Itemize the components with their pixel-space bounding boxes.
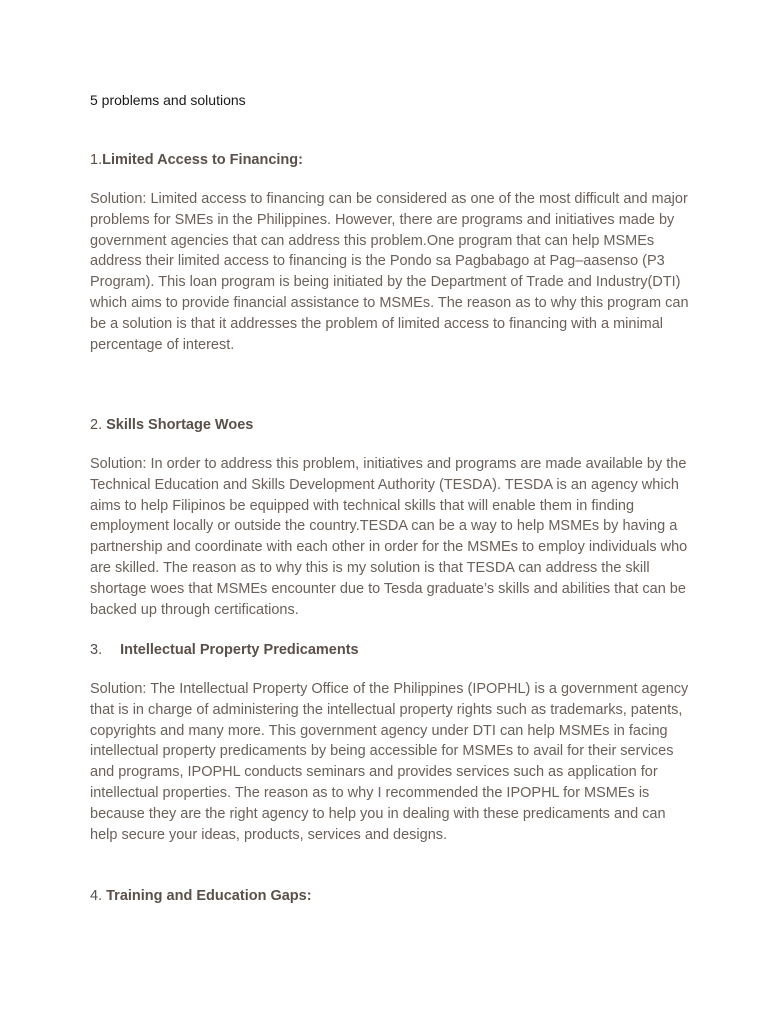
document-title: 5 problems and solutions [90, 92, 246, 108]
section-number: 2. [90, 417, 103, 433]
section-title: Limited Access to Financing: [102, 152, 303, 168]
section-2 [90, 415, 690, 620]
section-4 [90, 886, 690, 906]
section-1 [90, 150, 690, 355]
section-heading [90, 640, 690, 660]
section-heading [90, 415, 690, 435]
section-title: Intellectual Property Predicaments [120, 642, 359, 658]
section-solution: Solution: Limited access to financing can be considered as one of the most difficult and major problems for SMEs in the Philippines. However, there are programs and initiatives made by government agencies that can address this problem.One program that can help MSMEs address their limited access to financing is the Pondo sa Pagbabago at Pag–aasenso (P3 Program). This loan program is being initiated by the Department of Trade and Industry(DTI) which aims to provide financial assistance to MSMEs. The reason as to why this program can be a solution is that it addresses the problem of limited access to financing with a minimal percentage of interest. [90, 191, 689, 353]
section-heading [90, 886, 690, 906]
section-3 [90, 640, 690, 845]
section-solution: Solution: The Intellectual Property Office of the Philippines (IPOPHL) is a government agency that is in charge of administering the intellectual property rights such as trademarks, patents, copyrights and many more. This government agency under DTI can help MSMEs in facing intellectual property predicaments by being accessible for MSMEs to avail for their services and programs, IPOPHL conducts seminars and provides services such as application for intellectual properties. The reason as to why I recommended the IPOPHL for MSMEs is because they are the right agency to help you in dealing with these predicaments and can help secure your ideas, products, services and designs. [90, 681, 689, 843]
section-number: 3. [90, 642, 103, 658]
section-title: Training and Education Gaps: [106, 888, 312, 904]
section-number: 1. [90, 152, 103, 168]
section-heading [90, 150, 690, 170]
section-title: Skills Shortage Woes [106, 417, 254, 433]
section-number: 4. [90, 888, 103, 904]
section-solution: Solution: In order to address this problem, initiatives and programs are made available by the Technical Education and Skills Development Authority (TESDA). TESDA is an agency which aims to help Filipinos be equipped with technical skills that will enable them in finding employment locally or outside the country.TESDA can be a way to help MSMEs by having a partnership and coordinate with each other in order for the MSMEs to employ individuals who are skilled. The reason as to why this is my solution is that TESDA can address the skill shortage woes that MSMEs encounter due to Tesda graduate’s skills and abilities that can be backed up through certifications. [90, 456, 688, 618]
